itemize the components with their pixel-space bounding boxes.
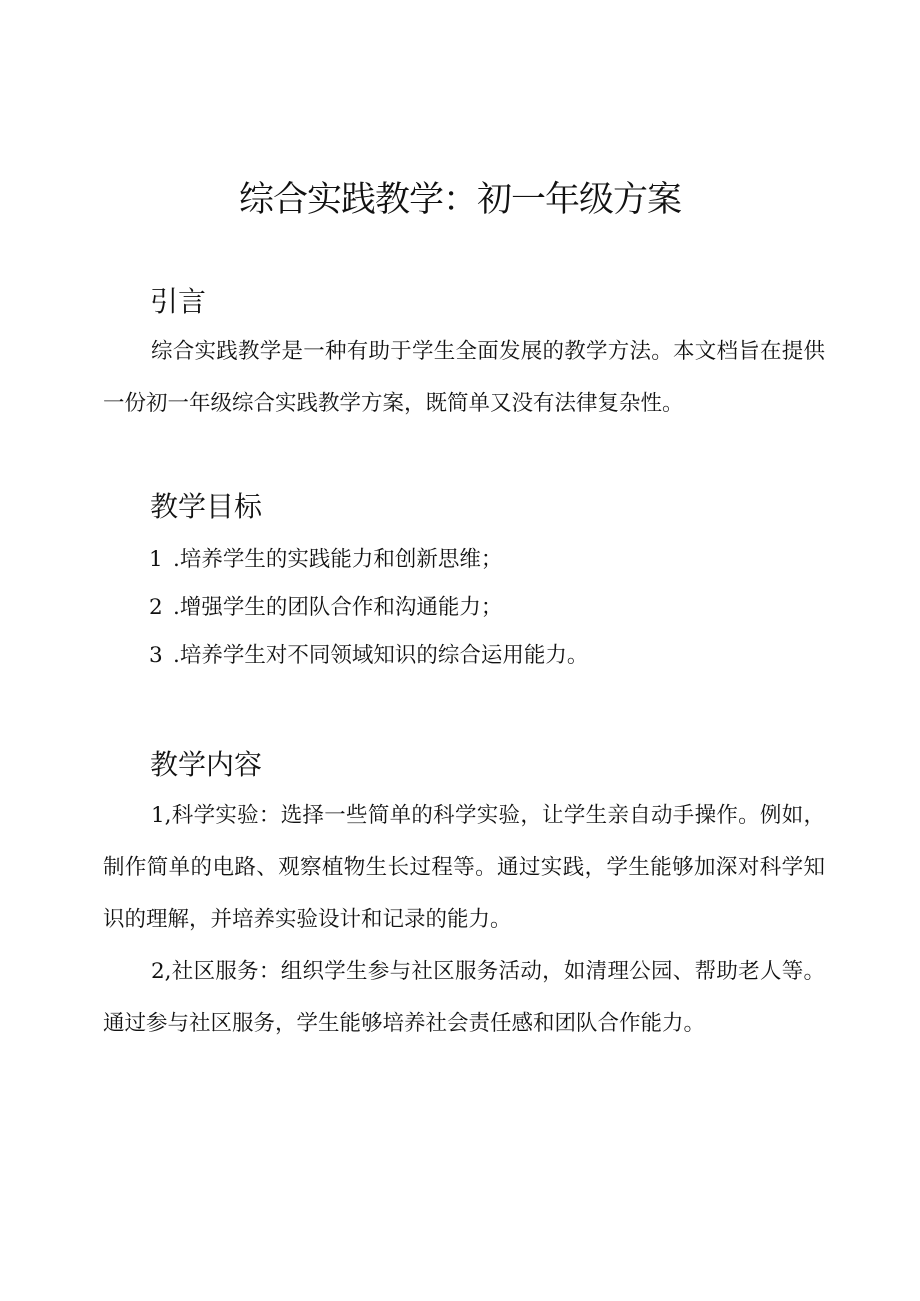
content-heading: 教学内容 [150, 748, 263, 781]
intro-paragraph: 综合实践教学是一种有助于学生全面发展的教学方法。本文档旨在提供一份初一年级综合实践教学方案，既简单又没有法律复杂性。 [103, 339, 825, 416]
goal-item-text: .培养学生对不同领域知识的综合运用能力。 [173, 643, 589, 668]
goal-item-number: 2 [149, 595, 163, 620]
goal-item-text: .增强学生的团队合作和沟通能力； [173, 595, 503, 620]
goal-item-2 [149, 588, 502, 628]
goal-item-3 [149, 636, 588, 676]
content-paragraph-1: 1,科学实验：选择一些简单的科学实验，让学生亲自动手操作。例如，制作简单的电路、观察植物生长过程等。通过实践，学生能够加深对科学知识的理解，并培养实验设计和记录的能力。 [103, 803, 825, 932]
goals-heading: 教学目标 [150, 490, 263, 523]
goal-item-1 [149, 540, 502, 580]
goal-item-number: 3 [149, 643, 163, 668]
goal-item-number: 1 [149, 547, 163, 572]
content-paragraph-2: 2,社区服务：组织学生参与社区服务活动，如清理公园、帮助老人等。通过参与社区服务，学生能够培养社会责任感和团队合作能力。 [103, 959, 825, 1036]
intro-heading: 引言 [150, 285, 207, 318]
goal-item-text: .培养学生的实践能力和创新思维； [173, 547, 503, 572]
document-title: 综合实践教学：初一年级方案 [238, 180, 681, 220]
